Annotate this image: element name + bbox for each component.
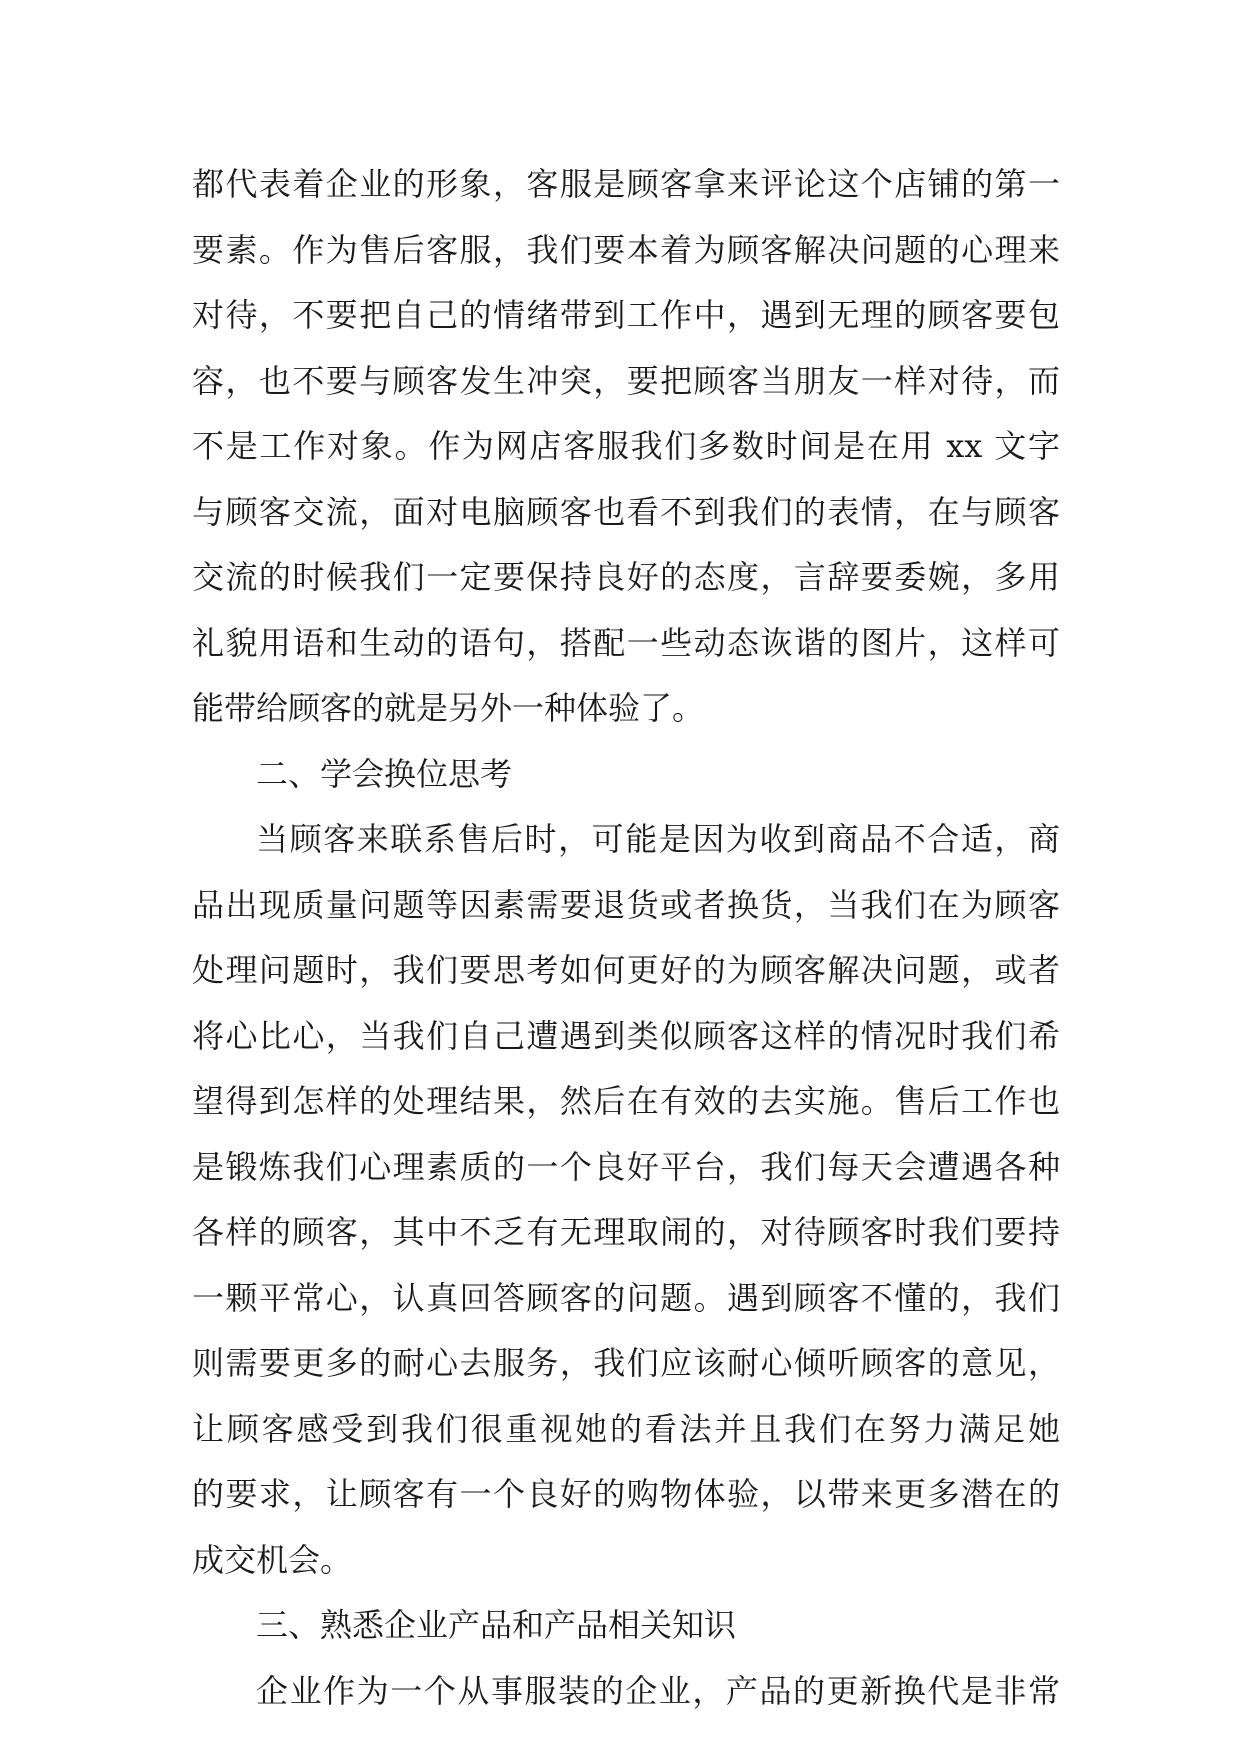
paragraph-line: 能带给顾客的就是另外一种体验了。 [192,689,705,727]
paragraph-line: 处理问题时，我们要思考如何更好的为顾客解决问题，或者 [192,951,1060,989]
section-heading: 三、熟悉企业产品和产品相关知识 [256,1606,737,1644]
paragraph-line: 对待，不要把自己的情绪带到工作中，遇到无理的顾客要包 [192,296,1060,334]
paragraph-line: 望得到怎样的处理结果，然后在有效的去实施。售后工作也 [192,1082,1060,1120]
document-body [192,152,1060,1724]
paragraph-line: 企业作为一个从事服装的企业，产品的更新换代是非常 [256,1671,1060,1710]
paragraph-line: 交流的时候我们一定要保持良好的态度，言辞要委婉，多用 [192,558,1060,596]
section-heading: 二、学会换位思考 [256,754,513,793]
paragraph-line: 都代表着企业的形象，客服是顾客拿来评论这个店铺的第一 [192,165,1060,203]
paragraph-line: 各样的顾客，其中不乏有无理取闹的，对待顾客时我们要持 [192,1213,1060,1251]
paragraph-line: 将心比心，当我们自己遭遇到类似顾客这样的情况时我们希 [192,1016,1060,1055]
paragraph-line: 品出现质量问题等因素需要退货或者换货，当我们在为顾客 [192,885,1060,924]
paragraph-line: 当顾客来联系售后时，可能是因为收到商品不合适，商 [256,820,1060,858]
paragraph-line: 则需要更多的耐心去服务，我们应该耐心倾听顾客的意见， [192,1344,1060,1382]
paragraph-line: 与顾客交流，面对电脑顾客也看不到我们的表情，在与顾客 [192,492,1060,531]
paragraph-line: 一颗平常心，认真回答顾客的问题。遇到顾客不懂的，我们 [192,1278,1060,1317]
paragraph-line: 不是工作对象。作为网店客服我们多数时间是在用 xx 文字 [192,427,1060,465]
paragraph-line: 让顾客感受到我们很重视她的看法并且我们在努力满足她 [192,1409,1060,1448]
paragraph-line: 礼貌用语和生动的语句，搭配一些动态诙谐的图片，这样可 [192,623,1060,662]
paragraph-line: 成交机会。 [192,1540,353,1579]
paragraph-line: 要素。作为售后客服，我们要本着为顾客解决问题的心理来 [192,230,1060,269]
paragraph-line: 是锻炼我们心理素质的一个良好平台，我们每天会遭遇各种 [192,1147,1060,1186]
paragraph-line: 的要求，让顾客有一个良好的购物体验，以带来更多潜在的 [192,1475,1060,1513]
paragraph-line: 容，也不要与顾客发生冲突，要把顾客当朋友一样对待，而 [192,361,1060,400]
